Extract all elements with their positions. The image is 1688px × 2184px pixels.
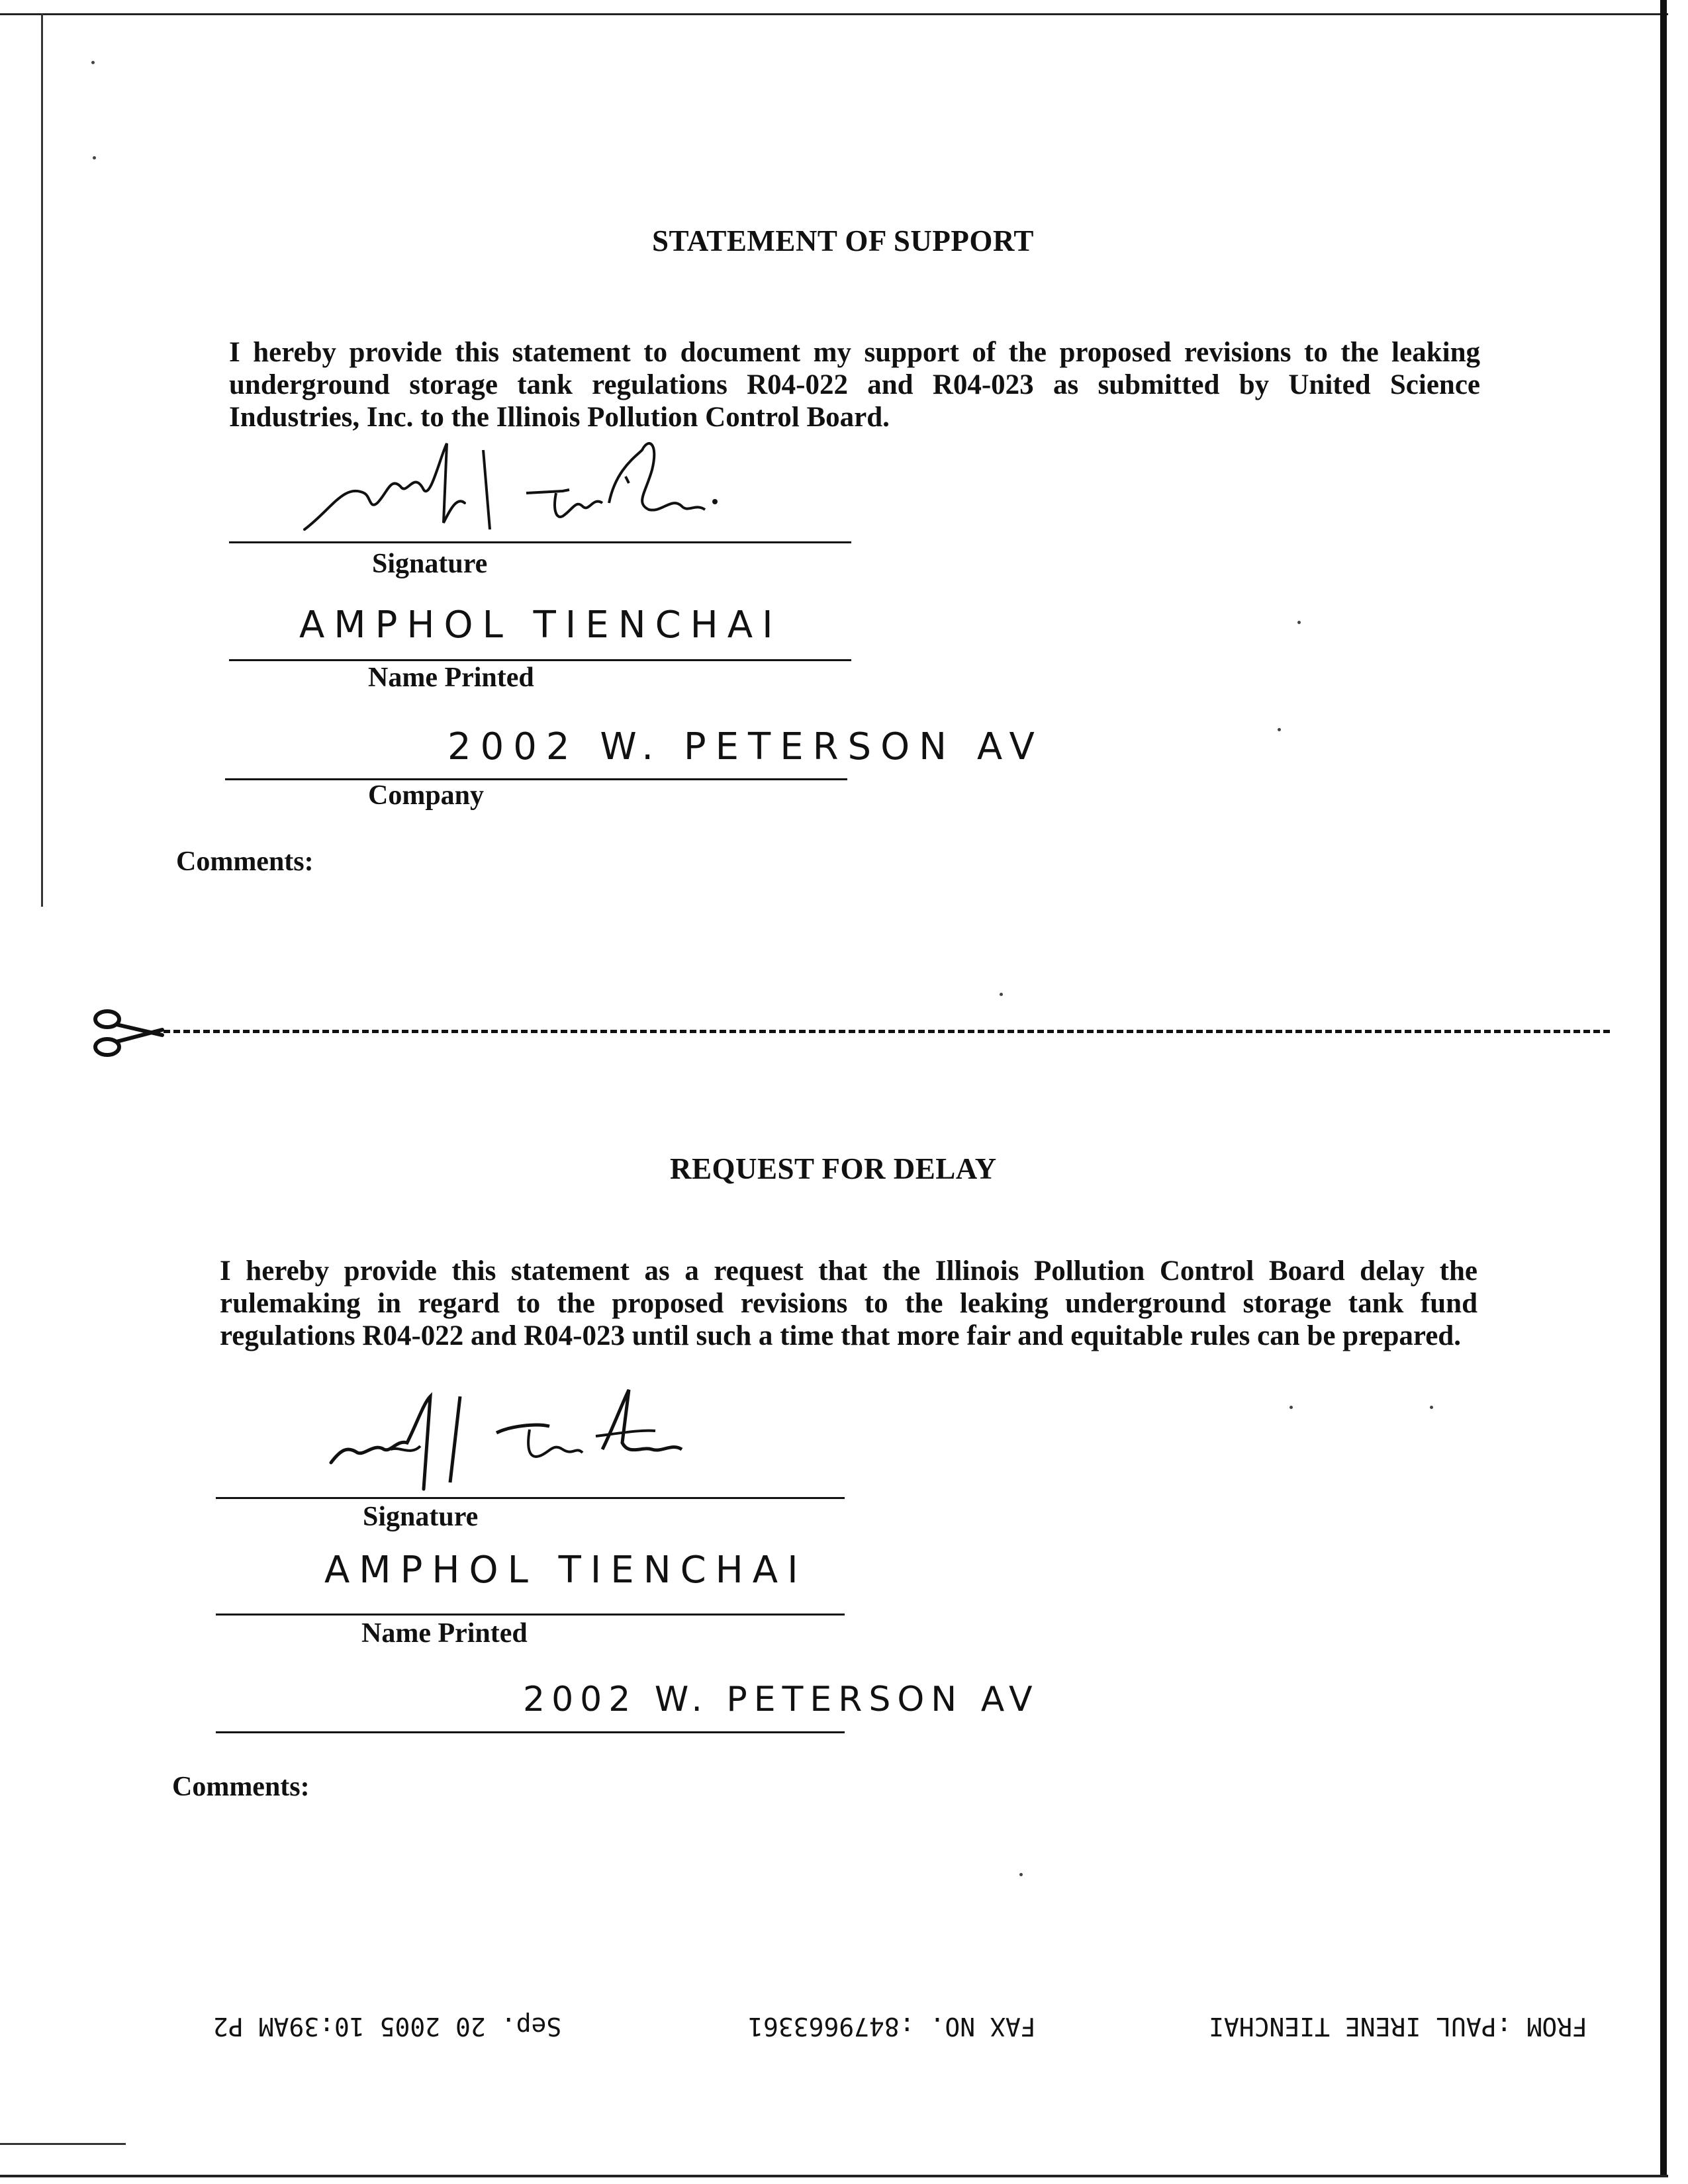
scan-speck	[1289, 1406, 1293, 1409]
page-left-edge	[41, 13, 43, 907]
scan-mark	[0, 2143, 126, 2145]
page-bottom-edge	[0, 2175, 1668, 2177]
delay-company-line	[216, 1731, 845, 1733]
delay-signature	[311, 1383, 708, 1506]
delay-name-value: AMPHOL TIENCHAI	[324, 1549, 808, 1592]
delay-comments-label: Comments:	[172, 1772, 310, 1802]
page-top-edge	[0, 13, 1668, 15]
support-signature-line	[229, 541, 851, 543]
handwritten-signature-icon	[311, 1383, 708, 1502]
support-name-label: Name Printed	[368, 662, 534, 693]
support-signature	[291, 430, 768, 579]
fax-number: FAX NO. :8479663361	[748, 2012, 1036, 2041]
scan-speck	[1000, 993, 1003, 996]
fax-date: Sep. 20 2005 10:39AM P2	[213, 2012, 562, 2041]
support-company-label: Company	[368, 780, 485, 811]
support-company-value: 2002 W. PETERSON AV	[447, 725, 1044, 768]
fax-from: FROM :PAUL IRENE TIENCHAI	[1209, 2012, 1587, 2041]
page-right-edge	[1660, 0, 1667, 2177]
support-name-line	[229, 659, 851, 661]
delay-signature-label: Signature	[363, 1502, 479, 1532]
support-paragraph: I hereby provide this statement to document my support of the proposed revisions to the leaking underground storage tank regulations R04-022 and R04-023 as submitted by United Science Industries, Inc. to the Illinois Pollution Control Board.	[229, 337, 1480, 433]
cut-line	[154, 1030, 1610, 1033]
delay-name-label: Name Printed	[361, 1618, 528, 1649]
handwritten-signature-icon	[291, 430, 768, 576]
delay-company-value: 2002 W. PETERSON AV	[523, 1680, 1039, 1719]
support-company-line	[225, 778, 847, 780]
delay-name-line	[216, 1614, 845, 1615]
support-title: STATEMENT OF SUPPORT	[652, 224, 1034, 257]
delay-signature-line	[216, 1497, 845, 1499]
scan-speck	[1297, 621, 1301, 624]
support-name-value: AMPHOL TIENCHAI	[299, 604, 782, 647]
scan-speck	[91, 61, 95, 64]
scan-speck	[1278, 728, 1281, 731]
scan-speck	[93, 156, 96, 159]
delay-paragraph: I hereby provide this statement as a request that the Illinois Pollution Control Board delay the rulemaking in regard to the proposed revisions to the leaking underground storage tank fund regulations R04-022 and R04-023 until such a time that more fair and equitable rules can be prepared.	[220, 1255, 1477, 1351]
scissors-icon	[93, 1006, 165, 1062]
support-comments-label: Comments:	[176, 846, 314, 877]
scan-speck	[1430, 1406, 1433, 1409]
scan-speck	[1019, 1873, 1023, 1876]
support-signature-label: Signature	[372, 549, 488, 579]
delay-title: REQUEST FOR DELAY	[670, 1152, 997, 1185]
